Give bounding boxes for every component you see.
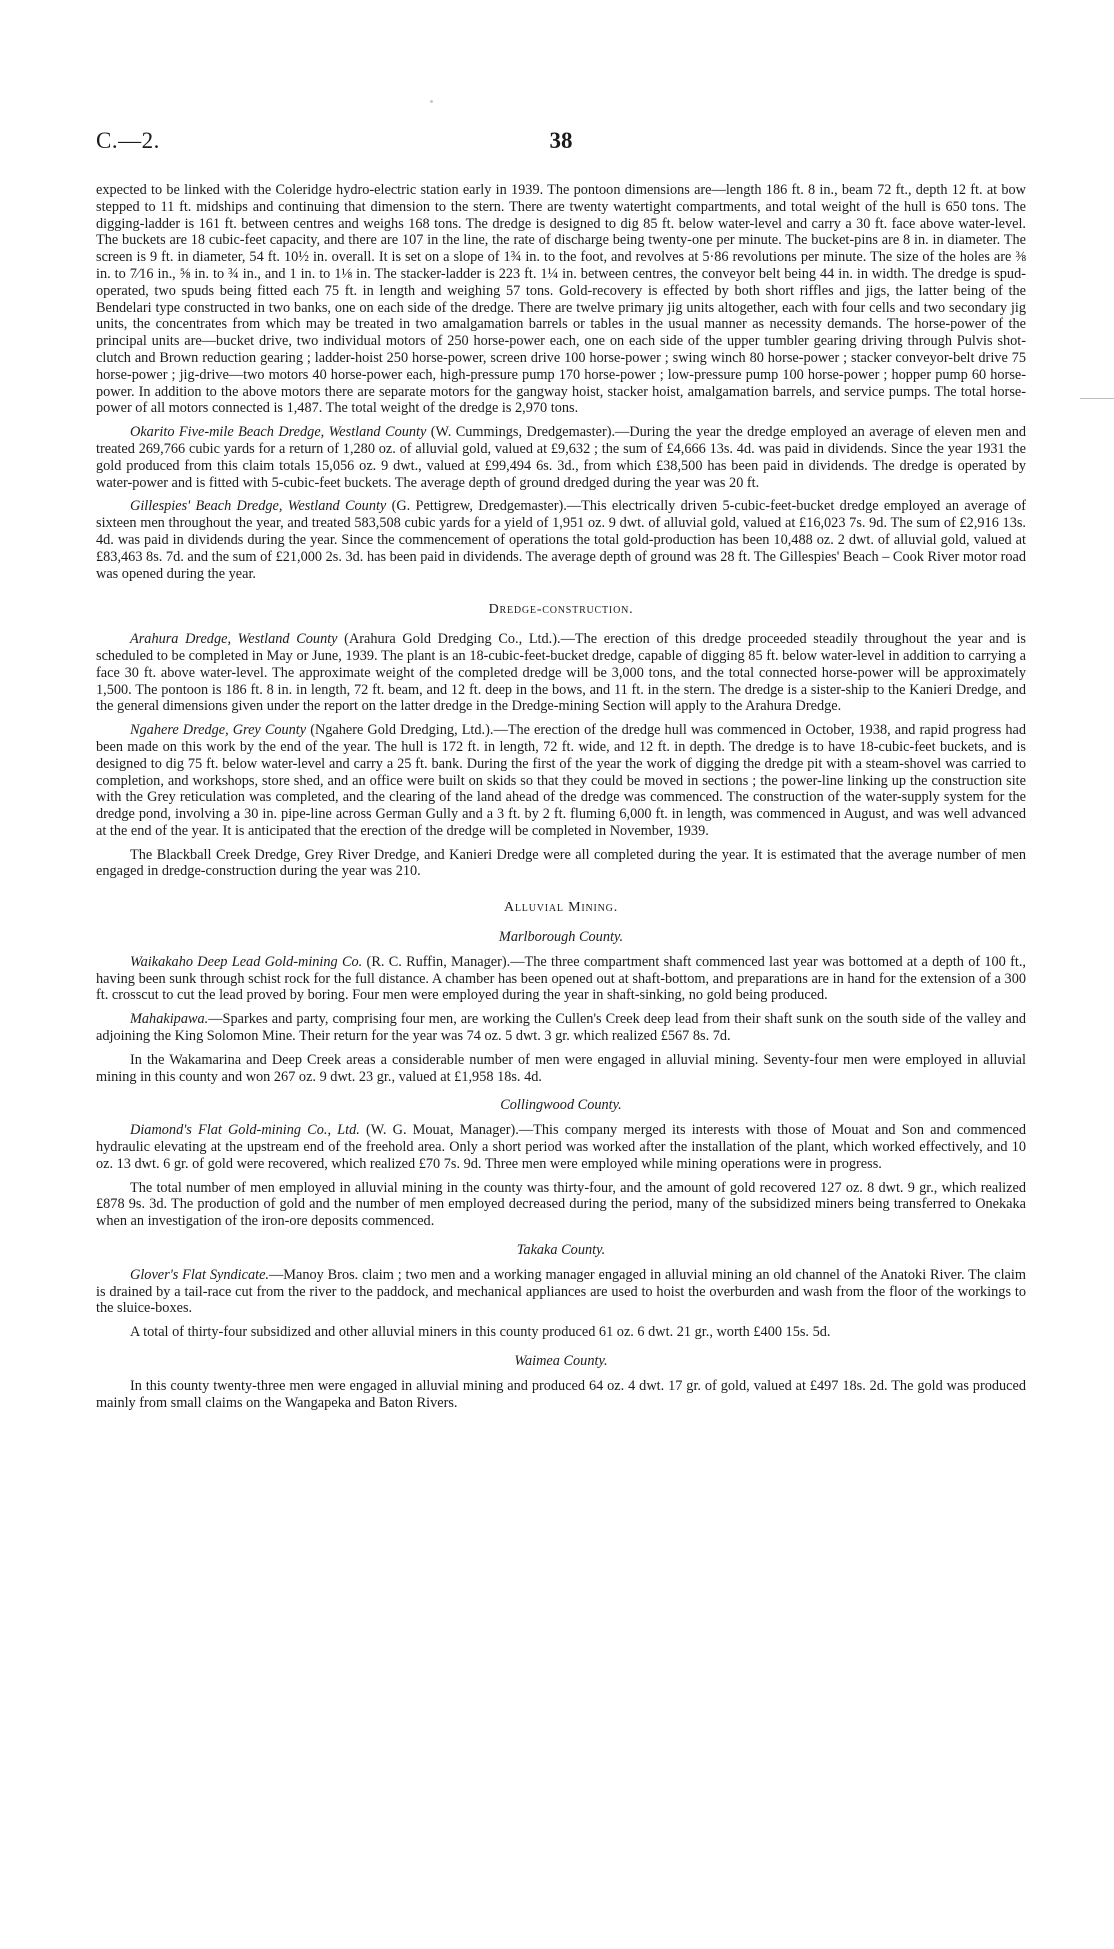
paragraph-arahura-dredge xyxy=(96,631,1026,715)
heading-collingwood-county: Collingwood County. xyxy=(500,1097,622,1114)
gillespies-dredge-text: (G. Pettigrew, Dredgemaster).—This electrically driven 5-cubic-feet-bucket dredge employed an average of sixteen men throughout the year, and treated 583,508 cubic yards for a yield of 1,951 oz. 9 dwt. of alluvial gold, valued at £16,023 7s. 9d. The sum of £2,916 13s. 4d. was paid in dividends during the year. Since the commencement of operations the total gold-production has been 10,488 oz. 2 dwt. of alluvial gold, valued at £83,463 8s. 7d. and the sum of £21,000 2s. 3d. has been paid in dividends. The average depth of ground was 28 ft. The Gillespies' Beach – Cook River motor road was opened during the year. xyxy=(96,498,1026,582)
paragraph-takaka-total: A total of thirty-four subsidized and other alluvial miners in this county produced 61 oz. 6 dwt. 21 gr., worth £400 15s. 5d. xyxy=(130,1324,831,1341)
arahura-dredge-text: (Arahura Gold Dredging Co., Ltd.).—The erection of this dredge proceeded steadily throughout the year and is scheduled to be completed in May or June, 1939. The plant is an 18-cubic-feet-bucket dredge, capable of digging 85 ft. below water-level in addition to carrying a face 30 ft. above water-level. The approximate weight of the completed dredge will be 3,000 tons, and the total connected horse-power will be approximately 1,500. The pontoon is 186 ft. 8 in. in length, 72 ft. beam, and 12 ft. deep in the bows, and 11 ft. in the stern. The dredge is a sister-ship to the Kanieri Dredge, and the general dimensions given under the report on the latter dredge in the Dredge-mining Section will apply to the Arahura Dredge. xyxy=(96,631,1026,715)
paragraph-diamonds-flat xyxy=(96,1122,1026,1172)
okarito-dredge-title: Okarito Five-mile Beach Dredge, Westland County xyxy=(130,424,427,441)
paragraph-mahakipawa xyxy=(96,1011,1026,1045)
paragraph-gillespies-dredge xyxy=(96,498,1026,582)
page-number: 38 xyxy=(549,128,573,153)
okarito-dredge-text: (W. Cummings, Dredgemaster).—During the year the dredge employed an average of eleven men and treated 269,766 cubic yards for a return of 1,280 oz. of alluvial gold, valued at £9,632 ; the sum of £4,666 13s. 4d. was paid in dividends. Since the year 1931 the gold produced from this claim totals 15,056 oz. 9 dwt., valued at £99,494 6s. 3d., from which £38,500 has been paid in dividends. The dredge is operated by water-power and is fitted with 5-cubic-feet buckets. The average depth of ground dredged during the year was 20 ft. xyxy=(96,424,1026,491)
heading-waimea-county: Waimea County. xyxy=(514,1353,608,1370)
paragraph-completed-dredges: The Blackball Creek Dredge, Grey River Dredge, and Kanieri Dredge were all completed during the year. It is estimated that the average number of men engaged in dredge-construction during the year was 210. xyxy=(96,846,1026,880)
arahura-dredge-title: Arahura Dredge, Westland County xyxy=(130,631,338,648)
diamonds-flat-title: Diamond's Flat Gold-mining Co., Ltd. xyxy=(130,1122,360,1139)
paragraph-waimea: In this county twenty-three men were engaged in alluvial mining and produced 64 oz. 4 dwt. 17 gr. of gold, valued at £497 18s. 2d. The gold was produced mainly from small claims on the Wangapeka and Baton Rivers. xyxy=(96,1377,1026,1411)
paragraph-wakamarina: In the Wakamarina and Deep Creek areas a considerable number of men were engaged in alluvial mining. Seventy-four men were employed in alluvial mining in this county and won 267 oz. 9 dwt. 23 gr., valued at £1,958 18s. 4d. xyxy=(96,1051,1026,1085)
running-head xyxy=(96,128,1026,158)
paragraph-waikakaho xyxy=(96,954,1026,1004)
glovers-flat-title: Glover's Flat Syndicate. xyxy=(130,1266,269,1283)
mahakipawa-text: —Sparkes and party, comprising four men, are working the Cullen's Creek deep lead from their shaft sunk on the south side of the valley and adjoining the King Solomon Mine. Their return for the year was 74 oz. 5 dwt. 3 gr. which realized £567 8s. 7d. xyxy=(96,1011,1026,1045)
ngahere-dredge-text: (Ngahere Gold Dredging, Ltd.).—The erection of the dredge hull was commenced in October, 1938, and rapid progress had been made on this work by the end of the year. The hull is 172 ft. in length, 72 ft. wide, and 12 ft. in depth. The dredge is to have 18-cubic-feet buckets, and is designed to dig 75 ft. below water-level and carry a 25 ft. bank. During the first of the year the work of digging the dredge pit with a steam-shovel was carried to completion, and workshops, store shed, and an office were built on skids so that they could be moved in sections ; the power-line linking up the construction site with the Grey reticulation was completed, and the clearing of the land ahead of the dredge was commenced. The construction of the water-supply system for the dredge pond, involving a 30 in. pipe-line across German Gully and a 3 ft. by 2 ft. fluming 6,000 ft. in length, was commenced in August, and was well advanced at the end of the year. It is anticipated that the erection of the dredge will be completed in November, 1939. xyxy=(96,722,1027,839)
paragraph-okarito-dredge xyxy=(96,424,1026,491)
paragraph-collingwood-total: The total number of men employed in alluvial mining in the county was thirty-four, and the amount of gold recovered 127 oz. 8 dwt. 9 gr., which realized £878 9s. 3d. The production of gold and the number of men employed decreased during the period, many of the subsidized miners being transferred to Onekaka when an investigation of the iron-ore deposits commenced. xyxy=(96,1179,1026,1230)
waikakaho-title: Waikakaho Deep Lead Gold-mining Co. xyxy=(130,953,363,970)
scan-speck xyxy=(430,100,433,103)
waikakaho-text: (R. C. Ruffin, Manager).—The three compartment shaft commenced last year was bottomed at a depth of 100 ft., having been sunk through schist rock for the full distance. A chamber has been opened out at shaft-bottom, and preparations are in hand for the extension of a 300 ft. crosscut to cut the lead proved by boring. Four men were employed during the year in shaft-sinking, no gold being produced. xyxy=(96,953,1027,1004)
glovers-flat-text: —Manoy Bros. claim ; two men and a working manager engaged in alluvial mining an old channel of the Anatoki River. The claim is drained by a tail-race cut from the river to the paddock, and mechanical appliances are used to hoist the overburden and wash from the floor of the workings to the sluice-boxes. xyxy=(96,1266,1026,1317)
gillespies-dredge-title: Gillespies' Beach Dredge, Westland County xyxy=(130,498,387,515)
heading-takaka-county: Takaka County. xyxy=(516,1242,606,1259)
paragraph-ngahere-dredge xyxy=(96,722,1026,840)
mahakipawa-title: Mahakipawa. xyxy=(130,1011,209,1028)
heading-alluvial-mining: Alluvial Mining. xyxy=(503,900,618,916)
margin-mark xyxy=(1080,398,1114,399)
paragraph-glovers-flat xyxy=(96,1267,1026,1317)
paragraph-dredge-specifications: expected to be linked with the Coleridge hydro-electric station early in 1939. The pontoon dimensions are—length 186 ft. 8 in., beam 72 ft., depth 12 ft. at bow stepped to 11 ft. midships and continuing that dimension to the stern. There are twenty watertight compartments, and total weight of the hull is 650 tons. The digging-ladder is 161 ft. between centres and weighs 168 tons. The dredge is designed to dig 85 ft. below water-level and carry a 30 ft. face above water-level. The buckets are 18 cubic-feet capacity, and there are 107 in the line, the rate of discharge being twenty-one per minute. The bucket-pins are 8 in. in diameter. The screen is 9 ft. in diameter, 54 ft. 10½ in. overall. It is set on a slope of 1¾ in. to the foot, and revolves at 5·86 revolutions per minute. The size of the holes are ⅜ in. to 7⁄16 in., ⅝ in. to ¾ in., and 1 in. to 1⅛ in. The stacker-ladder is 223 ft. 1¼ in. between centres, the conveyor belt being 44 in. in width. The dredge is spud-operated, two spuds being fitted each 75 ft. in length and weighing 57 tons. Gold-recovery is effected by both short riffles and jigs, the latter being of the Bendelari type constructed in two banks, one on each side of the dredge. There are twelve primary jig units altogether, each with four cells and two secondary jig units, the concentrates from which may be treated in two amalgamation barrels or tables in the usual manner as necessity demands. The horse-power of the principal units are—bucket drive, two individual motors of 250 horse-power each, one on each side of the upper tumbler gearing driving through Pulvis shot-clutch and Brown reduction gearing ; ladder-hoist 250 horse-power, screen drive 100 horse-power ; swing winch 80 horse-power ; stacker conveyor-belt drive 75 horse-power ; jig-drive—two motors 40 horse-power each, high-pressure pump 170 horse-power ; low-pressure pump 100 horse-power ; hopper pump 60 horse-power. In addition to the above motors there are separate motors for the gangway hoist, stacker hoist, amalgamation barrels, and service pumps. The total horse-power of all motors connected is 1,487. The total weight of the dredge is 2,970 tons. xyxy=(96,182,1026,417)
diamonds-flat-text: (W. G. Mouat, Manager).—This company merged its interests with those of Mouat and Son and commenced hydraulic elevating at the upstream end of the freehold area. Only a short period was worked after the installation of the plant, which worked effectively, and 10 oz. 13 dwt. 6 gr. of gold were recovered, which realized £70 7s. 9d. Three men were employed while mining operations were in progress. xyxy=(96,1122,1026,1172)
ngahere-dredge-title: Ngahere Dredge, Grey County xyxy=(130,722,307,739)
heading-dredge-construction: Dredge-construction. xyxy=(488,602,634,618)
heading-marlborough-county: Marlborough County. xyxy=(498,929,624,946)
document-code: C.—2. xyxy=(96,128,160,153)
page-body xyxy=(96,182,1026,1418)
